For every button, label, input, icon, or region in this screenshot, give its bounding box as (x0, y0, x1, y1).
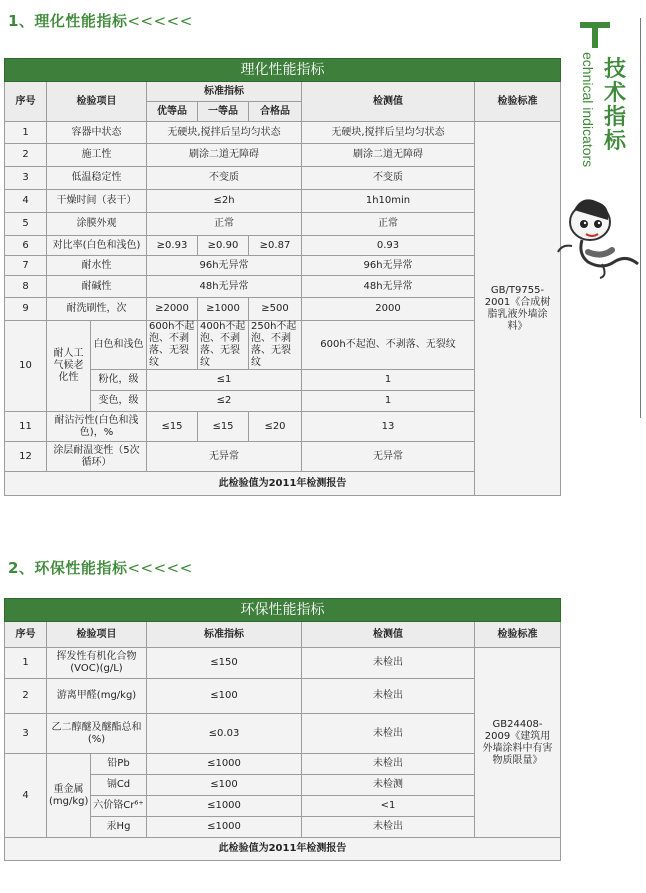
group-label: 重金属(mg/kg) (47, 754, 91, 838)
physical-indicators-table (4, 58, 561, 496)
table-row: 12 涂层耐温变性（5次循环） 无异常 无异常 (5, 442, 561, 472)
table-row: 变色，级 ≤2 1 (5, 391, 561, 412)
table-row: 2 施工性 刷涂二道无障碍 刷涂二道无障碍 (5, 144, 561, 167)
header-superior: 优等品 (147, 102, 198, 122)
table-row: 1 挥发性有机化合物(VOC)(g/L) ≤150 未检出 GB24408-2009《建筑用外墙涂料中有害物质限量》 (5, 648, 561, 679)
table-footer: 此检验值为2011年检测报告 (5, 838, 561, 861)
header-qualified: 合格品 (249, 102, 302, 122)
table-footer-row (5, 838, 561, 861)
mascot-icon (552, 192, 644, 280)
group-label: 耐人工气候老化性 (47, 321, 91, 412)
table-row: 镉Cd ≤100 未检测 (5, 775, 561, 796)
technical-t-icon (580, 22, 610, 46)
header-no: 序号 (5, 82, 47, 122)
section2-title: 2、环保性能指标<<<<< (8, 559, 193, 577)
section1-title: 1、理化性能指标<<<<< (8, 12, 193, 30)
table-row: 六价铬Cr⁶⁺ ≤1000 <1 (5, 796, 561, 817)
table-row: 9 耐洗刷性，次 ≥2000 ≥1000 ≥500 2000 (5, 298, 561, 321)
table-row: 3 乙二醇醚及醚酯总和(%) ≤0.03 未检出 (5, 714, 561, 754)
table-caption: 环保性能指标 (5, 599, 561, 622)
table-row: 4 干燥时间（表干） ≤2h 1h10min (5, 190, 561, 213)
table-row: 汞Hg ≤1000 未检出 (5, 817, 561, 838)
table-row: 1 容器中状态 无硬块,搅拌后呈均匀状态 无硬块,搅拌后呈均匀状态 GB/T9755-2001《合成树脂乳液外墙涂料》 (5, 122, 561, 144)
header-first: 一等品 (198, 102, 249, 122)
table-footer: 此检验值为2011年检测报告 (5, 472, 561, 496)
sidebar-label (574, 18, 640, 188)
sidebar-english-label: echnical indicators (580, 52, 596, 168)
table-row: 11 耐沾污性(白色和浅色)，% ≤15 ≤15 ≤20 13 (5, 412, 561, 442)
header-standard: 标准指标 (147, 622, 302, 648)
table-row: 10 耐人工气候老化性 白色和浅色 600h不起泡、不剥落、无裂纹 400h不起泡、不剥落、无裂纹 250h不起泡、不剥落、无裂纹 600h不起泡、不剥落、无裂纹 (5, 321, 561, 370)
table-row: 粉化，级 ≤1 1 (5, 370, 561, 391)
table-row: 7 耐水性 96h无异常 96h无异常 (5, 256, 561, 276)
table-row: 6 对比率(白色和浅色) ≥0.93 ≥0.90 ≥0.87 0.93 (5, 236, 561, 256)
header-standard: 标准指标 (147, 82, 302, 102)
table-row: 3 低温稳定性 不变质 不变质 (5, 167, 561, 190)
header-item: 检验项目 (47, 82, 147, 122)
standard-basis: GB24408-2009《建筑用外墙涂料中有害物质限量》 (475, 648, 561, 838)
header-basis: 检验标准 (475, 82, 561, 122)
standard-basis: GB/T9755-2001《合成树脂乳液外墙涂料》 (475, 122, 561, 496)
header-value: 检测值 (302, 622, 475, 648)
table-row: 2 游离甲醛(mg/kg) ≤100 未检出 (5, 679, 561, 714)
table-caption: 理化性能指标 (5, 59, 561, 82)
environmental-indicators-table (4, 598, 561, 861)
sidebar-chinese-label: 技术指标 (604, 57, 627, 154)
table-row: 5 涂膜外观 正常 正常 (5, 213, 561, 236)
header-value: 检测值 (302, 82, 475, 122)
table-row: 4 重金属(mg/kg) 铅Pb ≤1000 未检出 (5, 754, 561, 775)
table-footer-row (5, 472, 561, 496)
header-item: 检验项目 (47, 622, 147, 648)
table-row: 8 耐碱性 48h无异常 48h无异常 (5, 276, 561, 298)
header-no: 序号 (5, 622, 47, 648)
header-basis: 检验标准 (475, 622, 561, 648)
